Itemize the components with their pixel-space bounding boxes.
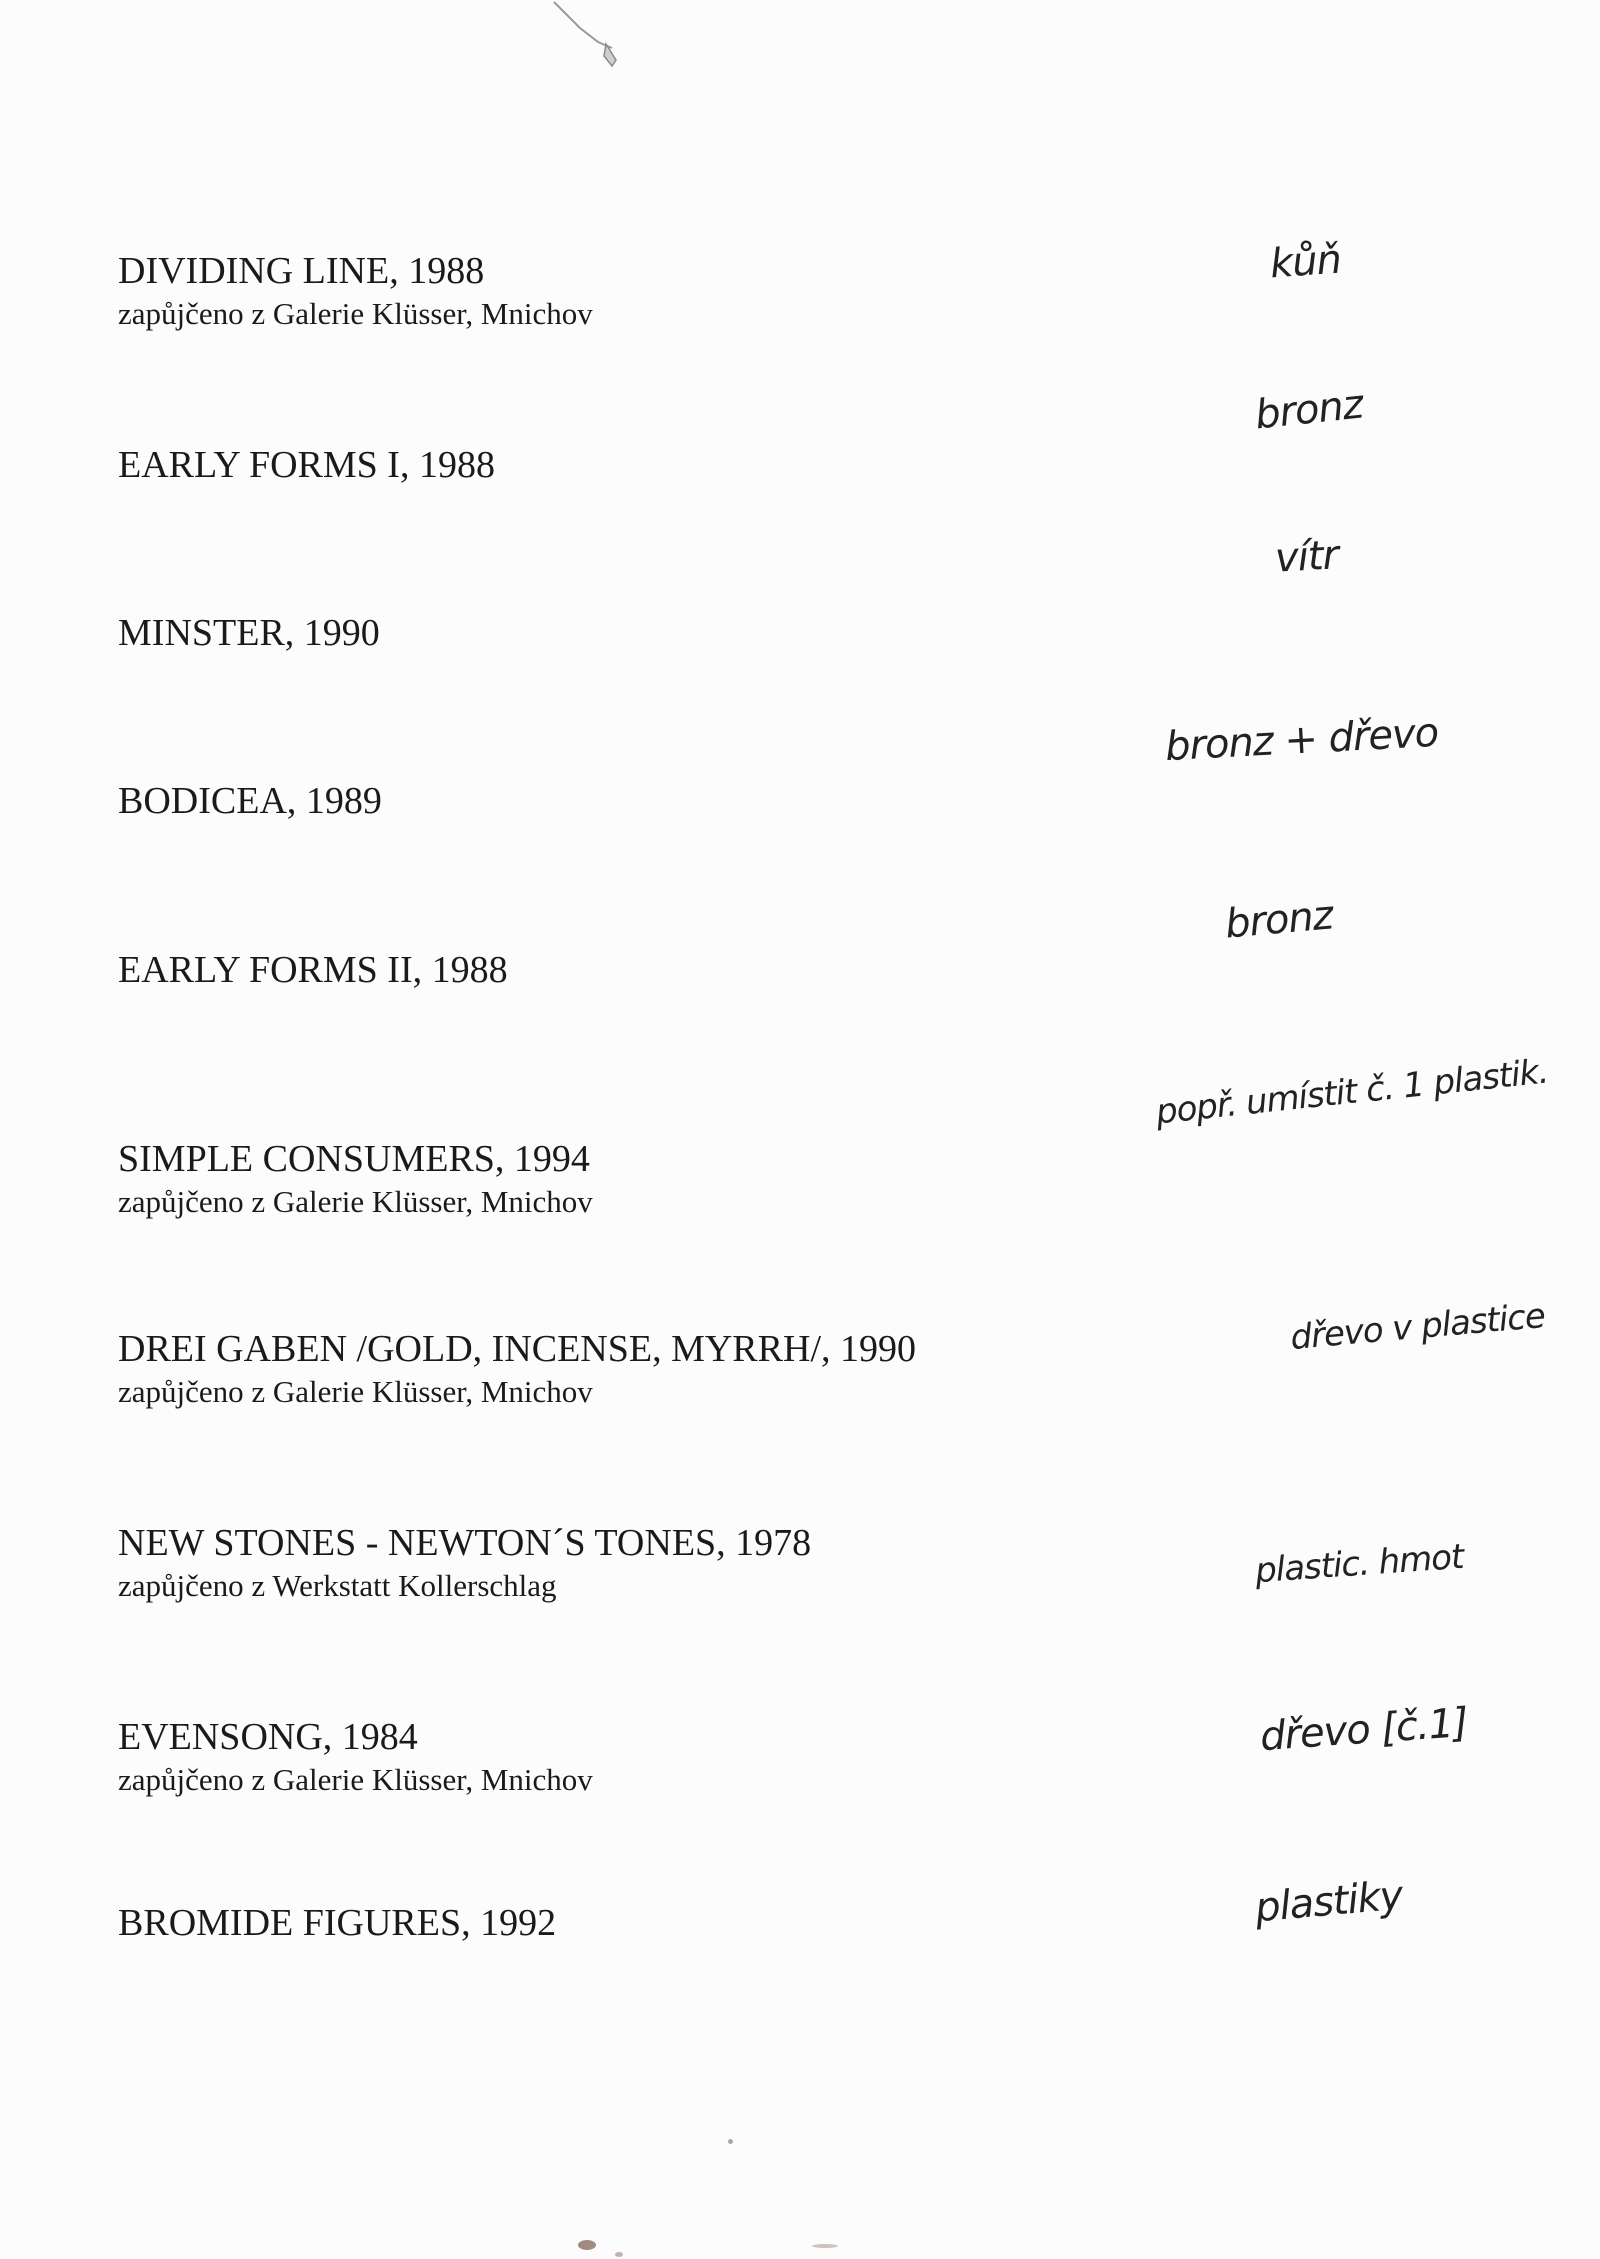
artwork-title: EARLY FORMS I, 1988 [118,444,495,486]
paper-speck [578,2240,596,2250]
artwork-entry [118,1136,1118,1222]
paper-speck [728,2139,733,2144]
handwritten-note: dřevo v plastice [1288,1295,1547,1359]
paper-speck [615,2252,623,2257]
artwork-title: SIMPLE CONSUMERS, 1994 [118,1138,590,1180]
artwork-entry [118,1900,1118,1946]
handwritten-note: bronz [1223,892,1335,948]
artwork-title: EVENSONG, 1984 [118,1716,418,1758]
handwritten-note: bronz + dřevo [1163,709,1440,771]
loan-note: zapůjčeno z Galerie Klüsser, Mnichov [118,1374,593,1409]
artwork-title: DREI GABEN /GOLD, INCENSE, MYRRH/, 1990 [118,1328,916,1370]
artwork-entry [118,947,1118,993]
loan-note: zapůjčeno z Werkstatt Kollerschlag [118,1568,557,1603]
staple-mark-icon [550,0,640,70]
artwork-title: NEW STONES - NEWTON´S TONES, 1978 [118,1522,812,1564]
artwork-entry [118,778,1118,824]
artwork-entry [118,1520,1118,1606]
artwork-entry [118,1326,1118,1412]
handwritten-note: kůň [1268,236,1343,288]
artwork-title: BROMIDE FIGURES, 1992 [118,1902,557,1944]
artwork-title: EARLY FORMS II, 1988 [118,949,508,991]
loan-note: zapůjčeno z Galerie Klüsser, Mnichov [118,1762,593,1797]
handwritten-note: popř. umístit č. 1 plastik. [1153,1051,1550,1133]
artwork-entry [118,442,1118,488]
loan-note: zapůjčeno z Galerie Klüsser, Mnichov [118,1184,593,1219]
handwritten-note: dřevo [č.1] [1258,1699,1470,1761]
handwritten-note: bronz [1252,381,1365,439]
artwork-entry [118,248,1118,334]
handwritten-note: plastic. hmot [1253,1536,1465,1592]
artwork-entry [118,610,1118,656]
paper-speck [812,2244,838,2248]
artwork-title: BODICEA, 1989 [118,780,382,822]
loan-note: zapůjčeno z Galerie Klüsser, Mnichov [118,296,593,331]
artwork-title: DIVIDING LINE, 1988 [118,250,485,292]
artwork-title: MINSTER, 1990 [118,612,380,654]
artwork-entry [118,1714,1118,1800]
handwritten-note: plastiky [1253,1872,1405,1932]
handwritten-note: vítr [1273,532,1340,582]
